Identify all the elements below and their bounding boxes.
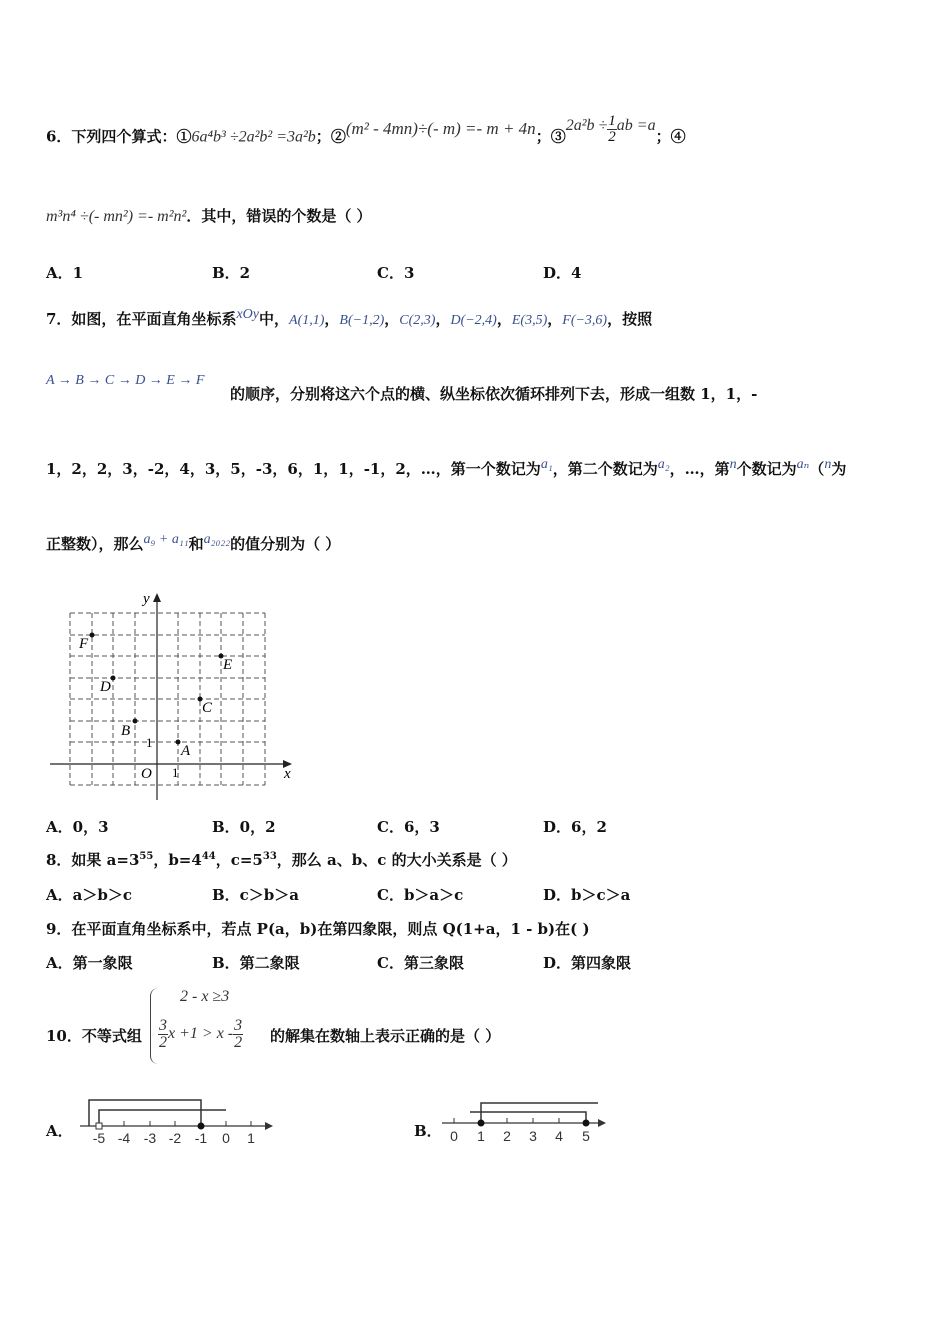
- q10a-open-point: [96, 1123, 102, 1129]
- q7-label-d: D: [100, 679, 111, 695]
- q7-line3f: 为: [831, 460, 847, 478]
- q10b-tick-label-5: 4: [555, 1128, 563, 1144]
- q7-xoy: xOy: [236, 307, 259, 322]
- q10b-ticks: [454, 1118, 586, 1123]
- q7-point-f: F(−3,6): [562, 313, 608, 328]
- q7-label-b: B: [121, 723, 131, 739]
- q7-dot-b: [133, 719, 138, 724]
- q7-origin-label: O: [141, 766, 152, 782]
- q8-option-b[interactable]: B．c＞b＞a: [212, 886, 300, 904]
- q10b-closed-point-5: [583, 1120, 590, 1127]
- q6-circle-2: ②: [330, 127, 346, 146]
- q7-a2022: a₂₀₂₂: [203, 532, 231, 547]
- q7-label-f: F: [79, 636, 89, 652]
- q7-option-d[interactable]: D．6，2: [543, 818, 607, 836]
- q7-line3b: ，第二个数记为: [552, 460, 658, 478]
- q7-label-a: A: [181, 743, 191, 759]
- q10a-closed-point: [198, 1123, 205, 1130]
- q6-option-b[interactable]: B．2: [212, 264, 251, 282]
- q7-dot-f: [90, 633, 95, 638]
- q7-one-x: 1: [172, 765, 179, 780]
- q7-line3c: ，…，第: [669, 460, 730, 478]
- q10-frac-b-num: 3: [234, 1017, 243, 1034]
- q10b-tick-label-3: 2: [503, 1128, 511, 1144]
- q7-seq-expr: A → B → C → D → E → F: [46, 373, 205, 388]
- q6-sep-2: ；: [535, 127, 551, 146]
- q7-label-e: E: [223, 657, 233, 673]
- q8-option-a[interactable]: A．a＞b＞c: [46, 886, 132, 904]
- q7-line3a: 1，2，2，3，-2，4，3，5，-3，6，1，1，-1，2，…，第一个数记为: [46, 460, 541, 478]
- q6-tail: ．其中，错误的个数是（ ）: [186, 207, 372, 225]
- q6-expr-3a: 2a²b ÷: [565, 116, 608, 134]
- q7-line3: [46, 458, 846, 479]
- q7-a1: a₁: [540, 457, 553, 472]
- q6-frac-den: 2: [608, 129, 616, 145]
- q10-lead: 10．不等式组: [46, 1027, 142, 1045]
- q7-option-c[interactable]: C．6，3: [377, 818, 440, 836]
- q8-option-d[interactable]: D．b＞c＞a: [543, 886, 631, 904]
- q6-sep-1: ；: [315, 127, 331, 146]
- q10a-tick-label-6: 0: [222, 1130, 230, 1146]
- q7-line2: 的顺序，分别将这六个点的横、纵坐标依次循环排列下去，形成一组数 1，1，-: [230, 385, 758, 403]
- q7-dot-a: [176, 740, 181, 745]
- q10a-bracket-2: [99, 1110, 226, 1126]
- q7-expr: a₉ + a₁₁: [143, 532, 189, 547]
- q10b-tick-label-1: 0: [450, 1128, 458, 1144]
- q10-frac-a-num: 3: [159, 1017, 167, 1034]
- q7-an-sym: aₙ: [796, 457, 810, 472]
- q10-frac-a-den: 2: [159, 1034, 167, 1051]
- q8-exp-2: 44: [201, 851, 216, 862]
- q7-line4a: 正整数），那么: [46, 535, 144, 553]
- q7-coordinate-graph: [40, 585, 310, 805]
- q8-exp-1: 55: [139, 851, 154, 862]
- q10-ineq-1: 2 - x ≥3: [180, 988, 230, 1005]
- q6-circle-1: ①: [176, 127, 192, 146]
- q9-line: 9．在平面直角坐标系中，若点 P(a，b)在第四象限，则点 Q(1+a，1 - b)在( ): [46, 920, 590, 938]
- q6-frac-num: 1: [608, 113, 616, 129]
- q10b-closed-point-1: [478, 1120, 485, 1127]
- q6-expr-4: m³n⁴ ÷(- mn²) =- m²n²: [46, 208, 187, 225]
- q10a-tick-label-2: -4: [117, 1130, 131, 1146]
- q7-option-a[interactable]: A．0，3: [46, 818, 109, 836]
- q10a-bracket-1: [89, 1100, 201, 1126]
- q7-y-arrow: [153, 593, 161, 602]
- q10-frac-b-den: 2: [234, 1034, 243, 1051]
- q7-in: 中，: [259, 310, 290, 328]
- q7-line4: [46, 533, 340, 554]
- q7-comma-5: ，: [547, 310, 563, 328]
- q9-option-a[interactable]: A．第一象限: [46, 954, 133, 972]
- q6-option-a[interactable]: A．1: [46, 264, 84, 282]
- q10-tail: 的解集在数轴上表示正确的是（ ）: [270, 1027, 501, 1045]
- q7-comma-4: ，: [496, 310, 512, 328]
- q7-label-c: C: [202, 700, 213, 716]
- q7-one-y: 1: [146, 735, 153, 750]
- q7-a2: a₂: [657, 457, 670, 472]
- q6-expr-1: 6a⁴b³ ÷2a²b² =3a²b: [191, 128, 316, 146]
- q10-frac-a: [158, 1018, 168, 1051]
- q6-option-d[interactable]: D．4: [543, 264, 582, 282]
- q7-an: ，按照: [607, 310, 653, 328]
- q6-expr-2: (m² - 4mn)÷(- m) =- m + 4n: [345, 118, 536, 138]
- q8-tail: ，那么 a、b、c 的大小关系是（ ）: [276, 851, 517, 869]
- q9-option-d[interactable]: D．第四象限: [543, 954, 632, 972]
- q9-option-b[interactable]: B．第二象限: [212, 954, 300, 972]
- q7-line1: [46, 308, 652, 329]
- q7-line3e: （: [809, 460, 825, 478]
- q8-lead: 8．如果 a=3: [46, 851, 140, 869]
- q7-lead: 7．如图，在平面直角坐标系: [46, 310, 237, 328]
- q6-sep-3: ；: [655, 127, 671, 146]
- q10a-arrow: [265, 1122, 273, 1130]
- q7-dot-d: [111, 676, 116, 681]
- q10b-arrow: [598, 1119, 606, 1127]
- q10-option-a-label[interactable]: A．: [46, 1122, 73, 1140]
- q10b-tick-label-4: 3: [529, 1128, 537, 1144]
- q7-n2: n: [824, 457, 832, 472]
- q8-line: [46, 849, 517, 870]
- q10a-tick-label-3: -3: [143, 1130, 157, 1146]
- q7-point-c: C(2,3): [399, 313, 436, 328]
- q10-option-a-numberline[interactable]: [75, 1092, 280, 1152]
- q6-option-c[interactable]: C．3: [377, 264, 415, 282]
- q10-option-b-label[interactable]: B．: [414, 1122, 442, 1140]
- q10a-tick-label-1: -5: [92, 1130, 106, 1146]
- q10b-bracket-1: [481, 1103, 598, 1123]
- q7-n1: n: [729, 457, 737, 472]
- q10-frac-b: [233, 1018, 243, 1051]
- q7-line4c: 的值分别为（ ）: [230, 535, 341, 553]
- q6-expr-3-frac: [607, 114, 617, 145]
- q7-x-label: x: [284, 766, 291, 782]
- q7-point-a: A(1,1): [289, 313, 325, 328]
- q7-line3d: 个数记为: [736, 460, 797, 478]
- q7-grid: [70, 613, 265, 785]
- q10b-bracket-2: [470, 1112, 586, 1123]
- q7-point-b: B(−1,2): [339, 313, 385, 328]
- q7-line4b: 和: [188, 535, 204, 553]
- q6-circle-4: ④: [670, 127, 686, 146]
- q10a-ticks: [99, 1121, 251, 1126]
- q10-ineq-2-mid: x +1 > x -: [168, 1025, 234, 1043]
- q10b-tick-label-2: 1: [477, 1128, 485, 1144]
- q6-lead: 6．下列四个算式：: [46, 127, 177, 146]
- q6-line2: [46, 205, 372, 226]
- q7-comma-3: ，: [435, 310, 451, 328]
- q7-comma-1: ，: [324, 310, 340, 328]
- q7-seq-expr-line: [46, 370, 204, 389]
- q7-point-e: E(3,5): [511, 313, 548, 328]
- q7-y-label: y: [143, 591, 150, 607]
- q10-ineq-2: [158, 1018, 243, 1051]
- q8-mid-2: ，c=5: [215, 851, 263, 869]
- q8-option-c[interactable]: C．b＞a＞c: [377, 886, 464, 904]
- q8-exp-3: 33: [262, 851, 277, 862]
- q10a-tick-label-7: 1: [247, 1130, 255, 1146]
- q6-line1: [46, 113, 686, 153]
- q10a-tick-label-5: -1: [194, 1130, 208, 1146]
- q10-option-b-numberline[interactable]: [440, 1092, 615, 1152]
- q10a-tick-label-4: -2: [168, 1130, 182, 1146]
- q7-option-b[interactable]: B．0，2: [212, 818, 276, 836]
- q7-point-d: D(−2,4): [450, 313, 497, 328]
- q6-circle-3: ③: [550, 127, 566, 146]
- q9-option-c[interactable]: C．第三象限: [377, 954, 464, 972]
- q10b-tick-label-6: 5: [582, 1128, 590, 1144]
- q7-comma-2: ，: [384, 310, 400, 328]
- q8-mid-1: ，b=4: [153, 851, 202, 869]
- q6-expr-3b: ab =a: [616, 116, 656, 134]
